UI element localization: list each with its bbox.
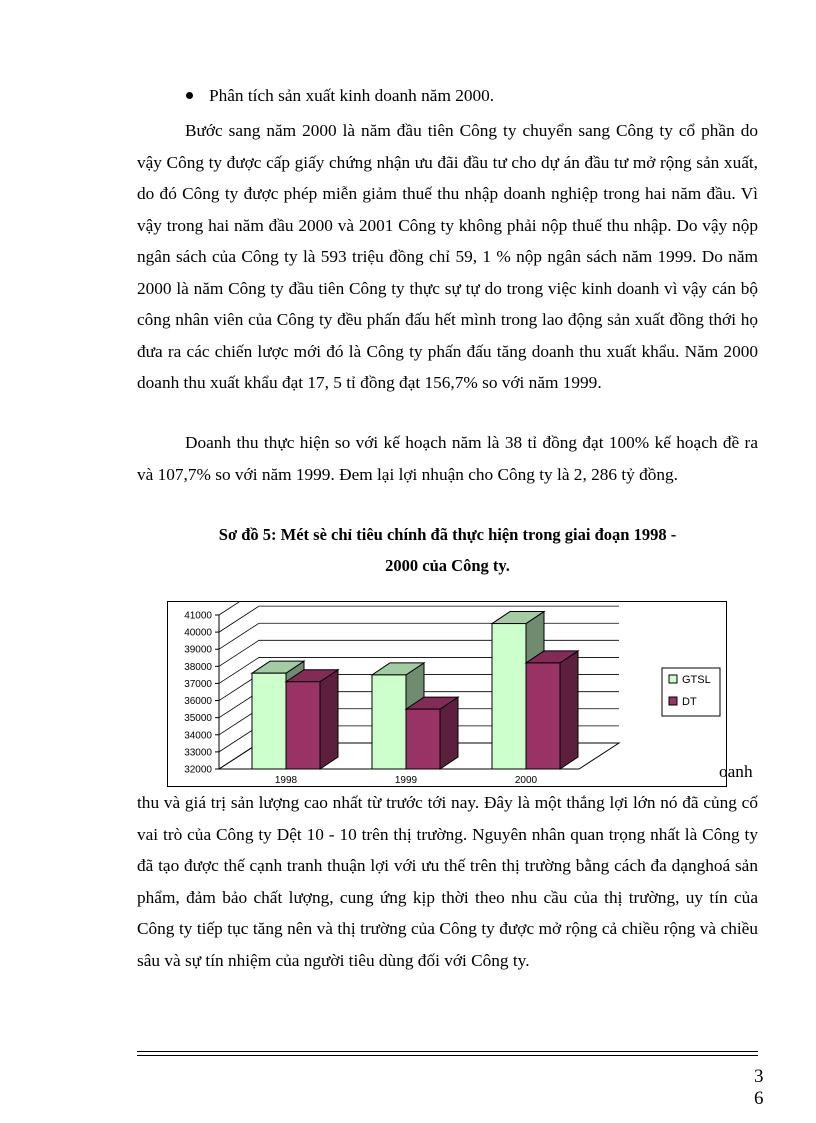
chart-caption-line1: Sơ đồ 5: Mét sè chỉ tiêu chính đã thực hiện trong giai đoạn 1998 -: [218, 525, 677, 544]
bar-dt-2000: [526, 663, 560, 769]
bar-chart: [167, 601, 727, 787]
page-number: [754, 1066, 770, 1110]
paragraph-3: thu và giá trị sản lượng cao nhất từ trước tới nay. Đây là một thắng lợi lớn nó đã củng cố vai trò của Công ty Dệt 10 - 10 trên thị trường. Nguyên nhân quan trọng nhất là Công ty đã tạo được thế cạnh tranh thuận lợi với ưu thế trên thị trường bằng cách đa dạnghoá sản phẩm, đảm bảo chất lượng, cung ứng kịp thời theo nhu cầu của thị trường, uy tín của Công ty tiếp tục tăng nên và thị trường của Công ty được mở rộng cả chiều rộng và chiều sâu và sự tín nhiệm của người tiêu dùng đối với Công ty.: [137, 793, 758, 970]
legend-label-dt: DT: [682, 696, 697, 708]
y-tick-label: 32000: [184, 764, 212, 776]
bar-side-dt: [320, 670, 338, 769]
y-tick-label: 35000: [184, 713, 212, 725]
y-tick-label: 33000: [184, 747, 212, 759]
paragraph-2: Doanh thu thực hiện so với kế hoạch năm là 38 tỉ đồng đạt 100% kế hoạch đề ra và 107,7% so với năm 1999. Đem lại lợi nhuận cho Công ty là 2, 286 tỷ đồng.: [137, 433, 758, 484]
y-tick-label: 38000: [184, 661, 212, 673]
bar-dt-1998: [286, 682, 320, 769]
bar-gtsl-2000: [492, 624, 526, 769]
footer-rule-bottom: [137, 1055, 758, 1056]
footer-rule-top: [137, 1051, 758, 1052]
overlap-text-fragment: oanh: [719, 762, 753, 781]
page-number-digit-1: 3: [754, 1066, 764, 1087]
y-tick-label: 36000: [184, 696, 212, 708]
paragraph-1: Bước sang năm 2000 là năm đầu tiên Công ty chuyển sang Công ty cổ phần do vậy Công ty được cấp giấy chứng nhận ưu đãi đầu tư cho dự án đầu tư mở rộng sản xuất, do đó Công ty được phép miễn giảm thuế thu nhập doanh nghiệp trong hai năm đầu. Vì vậy trong hai năm đầu 2000 và 2001 Công ty không phải nộp thuế thu nhập. Do vậy nộp ngân sách của Công ty là 593 triệu đồng chỉ 59, 1 % nộp ngân sách năm 1999. Do năm 2000 là năm Công ty đầu tiên Công ty thực sự tự do trong việc kinh doanh vì vậy cán bộ công nhân viên của Công ty đều phấn đấu hết mình trong lao động sản xuất đồng thới họ đưa ra các chiến lược mới đó là Công ty phấn đấu tăng doanh thu xuất khẩu. Năm 2000 doanh thu xuất khẩu đạt 17, 5 tỉ đồng đạt 156,7% so với năm 1999.: [137, 121, 758, 392]
y-tick-label: 34000: [184, 730, 212, 742]
y-tick-label: 40000: [184, 627, 212, 639]
bullet-icon: [186, 92, 193, 99]
bar-dt-1999: [406, 709, 440, 769]
y-tick-label: 39000: [184, 644, 212, 656]
chart-caption-line2: 2000 của Công ty.: [385, 556, 510, 575]
page-number-digit-2: 6: [754, 1088, 764, 1109]
legend-swatch-dt: [669, 697, 677, 705]
x-tick-label: 1998: [274, 775, 298, 786]
y-tick-label: 37000: [184, 678, 212, 690]
y-tick-label: 41000: [184, 610, 212, 622]
legend-swatch-gtsl: [669, 675, 677, 683]
x-tick-label: 1999: [394, 775, 418, 786]
bullet-text: Phân tích sản xuất kinh doanh năm 2000.: [209, 86, 495, 105]
bar-gtsl-1998: [252, 673, 286, 769]
legend-label-gtsl: GTSL: [682, 674, 711, 686]
bar-side-dt: [560, 651, 578, 769]
bar-gtsl-1999: [372, 675, 406, 769]
bullet-item: [186, 84, 494, 108]
x-tick-label: 2000: [514, 775, 538, 786]
